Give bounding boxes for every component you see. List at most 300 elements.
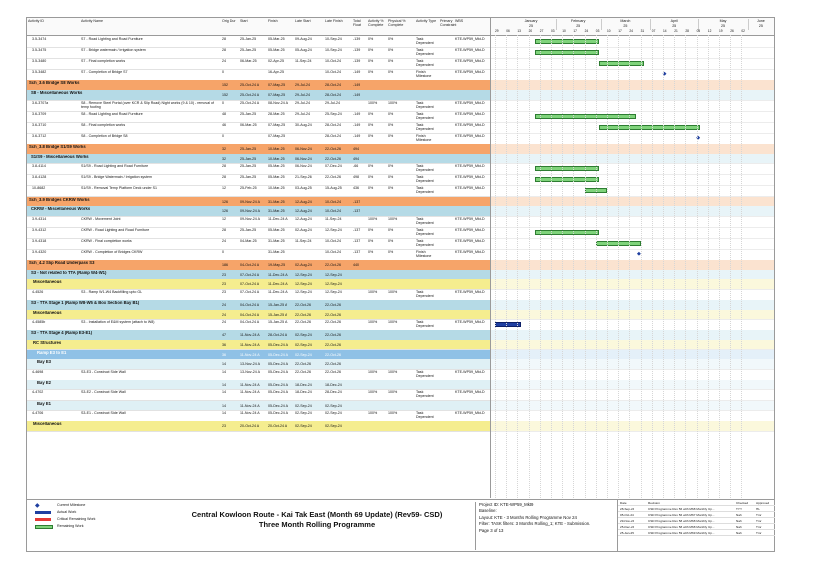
revision-header-cell: Approved: [756, 500, 770, 505]
cell-finish: 05-Mar-25: [268, 48, 285, 53]
cell-ppc: 0%: [388, 59, 394, 64]
year-label: 25: [698, 24, 749, 30]
cell-name: S1/S9 - Bridge Watermain / Irrigation system: [81, 175, 152, 180]
cell-wbs: KTE-WP59_Mkt-D: [455, 111, 485, 116]
cell-start: 11-Nov-24 A: [240, 382, 260, 387]
week-label: 03: [595, 29, 600, 33]
cell-dur: 14: [222, 362, 226, 367]
revision-cell-rev: CSD Programme Rev 59 with M69 Monthly Up...: [648, 530, 715, 535]
revision-cell-date: 25-Jan-25: [620, 530, 634, 535]
cell-id: 3.6-3710: [32, 122, 47, 127]
schedule-page: [26, 17, 775, 552]
cell-ppc: 0%: [388, 238, 394, 243]
cell-tf: -139: [353, 59, 361, 64]
cell-id: 4-4526: [32, 289, 44, 294]
year-label: 25: [748, 24, 774, 30]
cell-dur: 152: [222, 93, 228, 97]
cell-lfinish: 02-Sep-24: [325, 424, 342, 429]
cell-ppc: 0%: [388, 186, 394, 191]
cell-finish: 31-Mar-25: [268, 209, 285, 214]
cell-apc: 0%: [368, 164, 374, 169]
cell-atype: Task Dependent: [416, 289, 434, 298]
cell-apc: 0%: [368, 111, 374, 116]
cell-finish: 08-Nov-24 A: [268, 100, 288, 105]
week-gridline: [562, 35, 563, 498]
revision-cell-rev: CSD Programme Rev 58 with M68 Monthly Up...: [648, 524, 715, 529]
cell-lstart: 03-Aug-25: [295, 186, 312, 191]
cell-lstart: 02-Sep-24: [295, 333, 312, 338]
cell-name: S7 - Road Lighting and Road Furniture: [81, 37, 143, 41]
cell-dur: 28: [222, 48, 226, 53]
column-header[interactable]: Late Finish: [325, 19, 343, 23]
cell-wbs: KTE-WP59_Mkt-D: [455, 390, 485, 395]
cell-tf: -149: [353, 93, 361, 97]
cell-atype: Task Dependent: [416, 411, 434, 420]
cell-finish: 16-Apr-25: [268, 70, 284, 75]
milestone-diamond[interactable]: ◆: [662, 71, 667, 78]
cell-finish: 20-Oct-24 A: [268, 424, 288, 429]
cell-ppc: 0%: [388, 122, 394, 127]
cell-dur: 23: [222, 282, 226, 287]
cell-dur: 24: [222, 303, 226, 307]
cell-name: CKRW - Completion of Bridges CKRW: [81, 250, 143, 254]
column-header[interactable]: Orig Dur: [222, 19, 236, 23]
week-label: 17: [618, 29, 622, 33]
table-header: [27, 18, 490, 36]
cell-tf: -137: [353, 250, 361, 254]
cell-start: 04-Oct-24 A: [240, 312, 260, 317]
remaining-work-swatch: [35, 525, 53, 529]
cell-finish: 05-Mar-25: [268, 37, 285, 41]
month-label: March: [601, 19, 652, 25]
revision-cell-rev: CSD Programme Rev 58 with M68 Monthly Up...: [648, 518, 715, 523]
cell-finish: 11-Dec-24 A: [268, 272, 288, 277]
cell-start: 25-Oct-24 A: [240, 93, 260, 97]
cell-finish: 11-Dec-24 A: [268, 216, 288, 221]
cell-lfinish: 22-Oct-26: [325, 320, 341, 325]
cell-atype: Task Dependent: [416, 37, 434, 45]
cell-finish: 10-Mar-25: [268, 186, 285, 191]
cell-wbs: KTE-WP59_Mkt-D: [455, 250, 485, 254]
cell-start: 13-Nov-24 A: [240, 362, 260, 367]
cell-dur: 14: [222, 369, 226, 374]
week-gridline: [551, 35, 552, 498]
cell-tf: -139: [353, 37, 361, 41]
cell-atype: Task Dependent: [416, 227, 434, 236]
remaining-work-bar[interactable]: [535, 50, 599, 55]
week-label: 03: [551, 29, 555, 33]
cell-finish: 31-Mar-25: [268, 250, 285, 254]
milestone-diamond[interactable]: ◆: [696, 134, 701, 141]
cell-lstart: 29-Jul-24: [295, 100, 310, 105]
cell-lstart: 02-Aug-24: [295, 227, 312, 232]
revision-table: [617, 500, 775, 552]
revision-cell-chk: Nah: [736, 512, 742, 517]
week-gridline: [495, 35, 496, 498]
cell-name: S3 - Ramp W1-W4 Backfilling upto GL: [81, 289, 143, 294]
cell-lfinish: 10-Oct-24: [325, 59, 341, 64]
cell-apc: 100%: [368, 320, 378, 325]
revision-cell-app: Tmr: [756, 530, 762, 535]
revision-cell-app: Tmr: [756, 518, 762, 523]
cell-tf: 494: [353, 147, 359, 151]
timescale-header: [491, 18, 774, 36]
cell-dur: 32: [222, 147, 226, 151]
week-gridline: [719, 35, 720, 498]
cell-name: S3-E1 - Construct Side Wall: [81, 411, 126, 416]
week-gridline: [652, 35, 653, 498]
cell-tf: -149: [353, 122, 361, 127]
cell-lfinish: 12-Sep-24: [325, 227, 342, 232]
cell-wbs: KTE-WP59_Mkt-D: [455, 133, 485, 138]
cell-apc: 100%: [368, 216, 378, 221]
cell-lfinish: 02-Sep-24: [325, 403, 342, 408]
cell-lstart: 29-Jul-24: [295, 83, 310, 88]
remaining-work-bar[interactable]: [535, 39, 599, 44]
column-header[interactable]: Start: [240, 19, 248, 23]
cell-start: 25-Jan-25: [240, 111, 257, 116]
cell-name: S1/S9 - Removal Temp Platform Deck under S1: [81, 186, 158, 191]
week-label: 29: [495, 29, 499, 33]
cell-apc: 100%: [368, 390, 378, 395]
week-label: 10: [607, 29, 611, 33]
cell-lstart: 11-Sep-24: [295, 238, 312, 243]
cell-start: 04-Oct-24 A: [240, 263, 260, 268]
cell-tf: -149: [353, 133, 361, 138]
week-label: 26: [730, 29, 734, 33]
cell-finish: 05-Dec-24 A: [268, 411, 288, 416]
cell-lfinish: 12-Sep-24: [325, 282, 342, 287]
cell-start: 11-Nov-24 A: [240, 342, 260, 347]
revision-cell-date: 29-Nov-24: [620, 518, 635, 523]
cell-atype: Task Dependent: [416, 122, 434, 131]
cell-id: 3.6-3709: [32, 111, 47, 116]
cell-wbs: KTE-WP59_Mkt-D: [455, 289, 485, 294]
cell-lstart: 12-Aug-24: [295, 209, 312, 214]
revision-cell-app: HL: [756, 506, 760, 511]
cell-apc: 100%: [368, 289, 378, 294]
year-label: 25: [601, 24, 652, 30]
cell-ppc: 100%: [388, 369, 398, 374]
remaining-work-bar[interactable]: [535, 177, 599, 182]
cell-lstart: 18-Dec-24: [295, 390, 312, 395]
cell-atype: Task Dependent: [416, 390, 434, 399]
cell-tf: -137: [353, 227, 361, 232]
cell-finish: 19-May-25: [268, 263, 286, 268]
cell-wbs: KTE-WP59_Mkt-D: [455, 100, 485, 105]
cell-finish: 02-Apr-25: [268, 59, 284, 64]
cell-tf: -149: [353, 111, 361, 116]
week-label: 02: [741, 29, 745, 33]
cell-wbs: KTE-WP59_Mkt-D: [455, 59, 485, 64]
cell-tf: -137: [353, 199, 361, 204]
cell-start: 25-Feb-25: [240, 186, 257, 191]
cell-lfinish: 10-Oct-24: [325, 70, 341, 75]
cell-name: CKRW - Movement Joint: [81, 216, 121, 221]
cell-finish: 31-Mar-25: [268, 199, 285, 204]
cell-lstart: 22-Oct-26: [295, 303, 311, 307]
cell-name: S8 - Completion of Bridge S8: [81, 133, 128, 138]
week-gridline: [529, 35, 530, 498]
cell-tf: -149: [353, 83, 361, 88]
legend-item: Remaining Work: [29, 524, 159, 531]
cell-tf: -137: [353, 238, 361, 243]
cell-apc: 100%: [368, 100, 378, 105]
week-label: 14: [663, 29, 667, 33]
cell-start: 25-Jan-25: [240, 164, 257, 169]
cell-dur: 24: [222, 59, 226, 64]
cell-ppc: 100%: [388, 100, 398, 105]
column-header[interactable]: Activity Type: [416, 19, 437, 23]
cell-start: 07-Oct-24 A: [240, 282, 260, 287]
cell-start: 20-Oct-24 A: [240, 424, 260, 429]
year-label: 25: [506, 24, 557, 30]
cell-wbs: KTE-WP59_Mkt-D: [455, 411, 485, 416]
cell-ppc: 0%: [388, 250, 394, 254]
cell-dur: 126: [222, 209, 228, 214]
week-label: 06: [506, 29, 510, 33]
cell-finish: 31-Mar-25: [268, 238, 285, 243]
revision-cell-rev: CSD Programme Rev 56 with M67 Monthly Up...: [648, 512, 715, 517]
wbs-name: S3 - TTA Stage 4 (Ramp E3-E1): [31, 331, 92, 336]
cell-lfinish: 28-Oct-24: [325, 93, 341, 97]
cell-dur: 0: [222, 133, 224, 138]
cell-atype: Task Dependent: [416, 175, 434, 184]
cell-dur: 24: [222, 320, 226, 325]
cell-id: 3.5-3482: [32, 70, 47, 75]
cell-lstart: 02-Aug-24: [295, 263, 312, 268]
cell-finish: 07-May-25: [268, 83, 286, 88]
column-header[interactable]: Activity % Complete: [368, 19, 384, 27]
cell-wbs: KTE-WP59_Mkt-D: [455, 164, 485, 169]
cell-tf: 494: [353, 156, 359, 161]
remaining-work-bar[interactable]: [599, 61, 644, 66]
cell-start: 09-Nov-24 A: [240, 216, 260, 221]
cell-name: CKRW - Road Lighting and Road Furniture: [81, 227, 150, 232]
cell-ppc: 0%: [388, 37, 394, 41]
cell-finish: 28-Mar-25: [268, 111, 285, 116]
cell-dur: 14: [222, 411, 226, 416]
cell-wbs: KTE-WP59_Mkt-D: [455, 227, 485, 232]
cell-start: 25-Oct-24 A: [240, 83, 260, 88]
week-gridline: [685, 35, 686, 498]
week-gridline: [596, 35, 597, 498]
cell-lfinish: 10-Oct-24: [325, 209, 341, 214]
column-header[interactable]: Activity Name: [81, 19, 103, 23]
cell-apc: 100%: [368, 369, 378, 374]
cell-lfinish: 10-Sep-24: [325, 48, 342, 53]
revision-cell-chk: Nah: [736, 524, 742, 529]
cell-finish: 05-Dec-24 A: [268, 369, 288, 374]
cell-start: 25-Jan-25: [240, 227, 257, 232]
cell-start: 07-Oct-24 A: [240, 289, 260, 294]
cell-id: 4-4698: [32, 369, 44, 374]
wbs-name: Miscellaneous: [33, 422, 62, 427]
column-header[interactable]: WBS: [455, 19, 464, 23]
column-header[interactable]: Finish: [268, 19, 278, 23]
cell-dur: 23: [222, 272, 226, 277]
wbs-name: Miscellaneous: [33, 280, 62, 285]
cell-finish: 07-May-25: [268, 133, 286, 138]
cell-id: 3.9-4320: [32, 250, 47, 254]
cell-wbs: KTE-WP59_Mkt-D: [455, 48, 485, 53]
cell-start: 25-Jan-25: [240, 175, 257, 180]
cell-dur: 14: [222, 390, 226, 395]
remaining-work-bar[interactable]: [535, 166, 599, 171]
wbs-name: Bay E3: [37, 360, 51, 365]
cell-finish: 05-Mar-25: [268, 175, 285, 180]
cell-wbs: KTE-WP59_Mkt-D: [455, 175, 485, 180]
cell-dur: 14: [222, 403, 226, 408]
cell-lstart: 22-Oct-26: [295, 362, 311, 367]
milestone-icon: ◆: [35, 503, 40, 509]
cell-lstart: 02-Sep-24: [295, 352, 312, 357]
cell-lfinish: 11-Sep-24: [325, 216, 342, 221]
cell-lfinish: 22-Oct-26: [325, 362, 341, 367]
month-label: April: [650, 19, 699, 25]
legend-item: Critical Remaining Work: [29, 517, 159, 524]
cell-lfinish: 18-Dec-24: [325, 382, 342, 387]
revision-header-cell: Revision: [648, 500, 660, 505]
cell-lfinish: 22-Oct-26: [325, 369, 341, 374]
cell-finish: 05-Dec-24 A: [268, 390, 288, 395]
legend-item: ◆ Current Milestone: [35, 503, 86, 509]
cell-lfinish: 12-Sep-24: [325, 289, 342, 294]
cell-start: 04-Oct-24 A: [240, 320, 260, 325]
cell-lstart: 29-Jul-24: [295, 93, 310, 97]
week-label: 10: [562, 29, 566, 33]
cell-lfinish: 10-Sep-24: [325, 37, 342, 41]
cell-dur: 28: [222, 175, 226, 180]
remaining-work-bar[interactable]: [535, 230, 599, 235]
legend-item: Actual Work: [29, 510, 159, 517]
week-label: 28: [685, 29, 689, 33]
milestone-diamond[interactable]: ◆: [637, 251, 641, 258]
revision-header-cell: Date: [620, 500, 627, 505]
week-label: 24: [629, 29, 633, 33]
cell-dur: 47: [222, 333, 226, 338]
cell-ppc: 0%: [388, 227, 394, 232]
cell-start: 11-Nov-24 A: [240, 390, 260, 395]
week-label: 19: [719, 29, 723, 33]
cell-lstart: 06-Nov-24: [295, 147, 312, 151]
cell-start: 11-Nov-24 A: [240, 403, 260, 408]
cell-lfinish: 12-Sep-24: [325, 272, 342, 277]
cell-wbs: KTE-WP59_Mkt-D: [455, 186, 485, 191]
cell-name: S3-E2 - Construct Side Wall: [81, 390, 126, 395]
cell-atype: Task Dependent: [416, 164, 434, 173]
wbs-name: Sch_3.9 Bridges CKRW Works: [29, 197, 90, 202]
wbs-name: CKRW - Miscellaneous Works: [31, 207, 91, 212]
programme-title: Central Kowloon Route - Kai Tak East (Month 69 Update) (Rev59- CSD) Three Month Rolling Programme: [191, 510, 443, 529]
cell-name: S7 - Final completion works: [81, 59, 126, 64]
column-header[interactable]: Physical % Complete: [388, 19, 406, 27]
column-header[interactable]: Primary Constraint: [440, 19, 457, 27]
week-gridline: [674, 35, 675, 498]
cell-ppc: 0%: [388, 70, 394, 75]
cell-tf: 440: [353, 263, 359, 268]
cell-id: 3.5-3475: [32, 48, 47, 53]
cell-name: S1/S9 - Road Lighting and Road Furniture: [81, 164, 149, 169]
cell-lstart: 06-Nov-24: [295, 164, 312, 169]
cell-lfinish: 29-Jul-24: [325, 100, 340, 105]
cell-lfinish: 22-Oct-26: [325, 352, 341, 357]
revision-cell-chk: Nah: [736, 518, 742, 523]
cell-tf: 436: [353, 186, 359, 191]
activity-table: [27, 18, 491, 498]
week-gridline: [629, 35, 630, 498]
cell-start: 11-Nov-24 A: [240, 411, 260, 416]
cell-dur: 186: [222, 263, 228, 268]
cell-dur: 36: [222, 352, 226, 357]
column-header[interactable]: Activity ID: [28, 19, 44, 23]
week-label: 12: [707, 29, 712, 33]
cell-lstart: 11-Sep-24: [295, 59, 312, 64]
cell-finish: 07-May-25: [268, 93, 286, 97]
cell-lfinish: 10-Oct-24: [325, 250, 341, 254]
cell-id: 3.5-3474: [32, 37, 47, 41]
cell-id: 3.8-4114: [32, 164, 46, 169]
column-header[interactable]: Late Start: [295, 19, 311, 23]
cell-start: 25-Jan-25: [240, 37, 257, 41]
cell-dur: 152: [222, 83, 228, 88]
wbs-name: S3 - Not related to TTA (Ramp W4-W1): [31, 270, 107, 275]
wbs-name: S3 - TTA Stage 1 (Ramp W8-W5 & Box Section Bay B1): [31, 301, 140, 305]
cell-finish: 05-Dec-24 A: [268, 382, 288, 387]
week-gridline: [641, 35, 642, 498]
column-header[interactable]: Total Float: [353, 19, 361, 27]
cell-tf: -149: [353, 70, 361, 75]
cell-finish: 05-Dec-24 A: [268, 362, 288, 367]
year-label: 25: [556, 24, 602, 30]
revision-cell-chk: Nah: [736, 530, 742, 535]
cell-ppc: 0%: [388, 48, 394, 53]
legend: [29, 503, 159, 531]
cell-dur: 48: [222, 111, 226, 116]
cell-apc: 0%: [368, 175, 374, 180]
cell-dur: 126: [222, 199, 228, 204]
cell-tf: -139: [353, 48, 361, 53]
cell-dur: 14: [222, 382, 226, 387]
cell-lstart: 22-Oct-26: [295, 320, 311, 325]
cell-lfinish: 07-Dec-24: [325, 164, 342, 169]
cell-start: 04-Oct-24 A: [240, 303, 260, 307]
cell-id: 3.9-4314: [32, 216, 47, 221]
cell-wbs: KTE-WP59_Mkt-D: [455, 369, 485, 374]
month-label: June: [748, 19, 774, 25]
cell-atype: Task Dependent: [416, 48, 434, 57]
wbs-name: Ramp E3 to E1: [37, 350, 67, 355]
wbs-band-row[interactable]: [27, 421, 490, 432]
wbs-name: Bay E2: [37, 380, 51, 385]
cell-start: 11-Nov-24 A: [240, 333, 260, 338]
wbs-name: Bay E1: [37, 401, 51, 406]
wbs-name: Miscellaneous: [33, 310, 62, 315]
revision-cell-rev: CSD Programme Rev 56 with M68 Monthly Up...: [648, 506, 715, 511]
cell-ppc: 100%: [388, 320, 398, 325]
cell-lfinish: 25-Sep-24: [325, 111, 342, 116]
cell-finish: 15-Jan-25 A: [268, 303, 288, 307]
wbs-name: Sch_4.2 Slip Road Underpass S3: [29, 261, 95, 266]
cell-name: S8 - Remove Steel Portal (over KCR & Slip Road) Night works (9 & 10) - removal of temp footing: [81, 100, 215, 109]
cell-dur: 0: [222, 100, 224, 105]
wbs-name: S8 - Miscellaneous Works: [31, 91, 83, 95]
month-label: May: [698, 19, 749, 25]
cell-lstart: 12-Sep-24: [295, 289, 312, 294]
cell-apc: 100%: [368, 411, 378, 416]
cell-id: 3.9-4318: [32, 238, 47, 243]
week-gridline: [663, 35, 664, 498]
